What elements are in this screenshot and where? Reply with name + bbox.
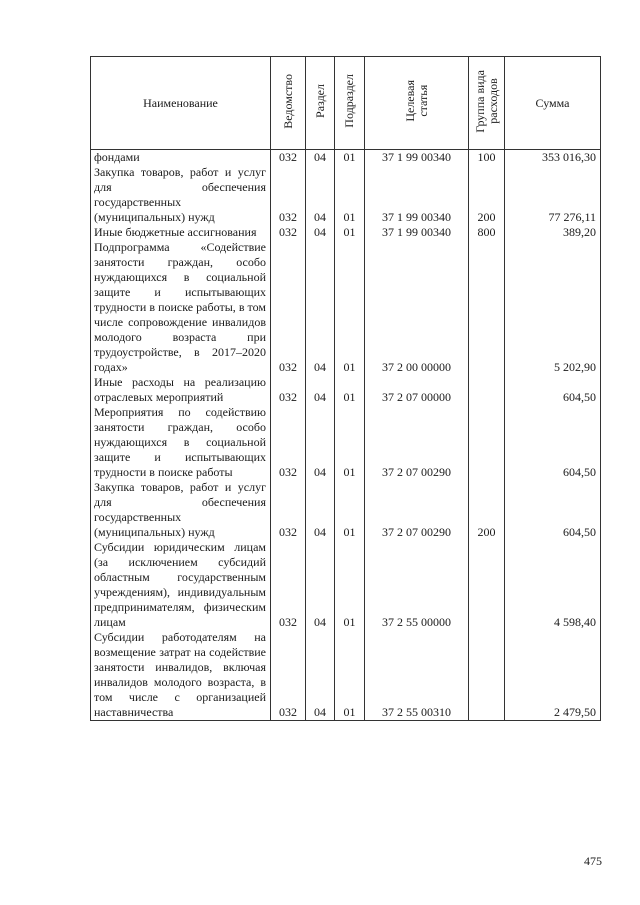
row-name: Субсидии юридическим лицам (за исключением субсидий областным государственным учреждениям), индивидуальным предпринимателям, физическим лицам: [91, 540, 271, 630]
row-target: 37 1 99 00340: [365, 165, 469, 225]
table-row: [91, 165, 601, 225]
row-target: 37 2 07 00290: [365, 405, 469, 480]
row-name: Иные бюджетные ассигнования: [91, 225, 271, 240]
row-section: 04: [306, 225, 335, 240]
table-row: [91, 630, 601, 721]
header-sum: Сумма: [505, 57, 601, 150]
row-subsection: 01: [335, 150, 365, 166]
row-dept: 032: [271, 405, 306, 480]
row-group: 800: [469, 225, 505, 240]
row-section: 04: [306, 630, 335, 721]
row-dept: 032: [271, 480, 306, 540]
table-row: [91, 240, 601, 375]
row-dept: 032: [271, 630, 306, 721]
row-name: Закупка товаров, работ и услуг для обеспечения государственных (муниципальных) нужд: [91, 165, 271, 225]
row-sum: 353 016,30: [505, 150, 601, 166]
row-section: 04: [306, 150, 335, 166]
row-name: Подпрограмма «Содействие занятости граждан, особо нуждающихся в социальной защите и испытывающих трудности в поиске работы, в том числе сопровождение инвалидов молодого возраста при трудоустройстве, в 2017–2020 годах»: [91, 240, 271, 375]
row-target: 37 2 07 00000: [365, 375, 469, 405]
row-group: 200: [469, 480, 505, 540]
row-target: 37 1 99 00340: [365, 150, 469, 166]
row-sum: 5 202,90: [505, 240, 601, 375]
row-group: [469, 630, 505, 721]
row-name: Мероприятия по содействию занятости граждан, особо нуждающихся в социальной защите и испытывающих трудности в поиске работы: [91, 405, 271, 480]
row-target: 37 2 55 00000: [365, 540, 469, 630]
row-name: фондами: [91, 150, 271, 166]
row-dept: 032: [271, 150, 306, 166]
row-section: 04: [306, 240, 335, 375]
table-row: [91, 480, 601, 540]
row-target: 37 2 55 00310: [365, 630, 469, 721]
header-target: Целевая статья: [365, 57, 469, 150]
table-row: [91, 225, 601, 240]
header-row: [91, 57, 601, 150]
table-row: [91, 150, 601, 166]
page-number: 475: [584, 854, 602, 868]
row-section: 04: [306, 375, 335, 405]
table-row: [91, 375, 601, 405]
row-group: [469, 405, 505, 480]
row-name: Иные расходы на реализацию отраслевых мероприятий: [91, 375, 271, 405]
row-group: 200: [469, 165, 505, 225]
budget-table: [90, 56, 601, 721]
row-sum: 604,50: [505, 405, 601, 480]
row-target: 37 1 99 00340: [365, 225, 469, 240]
row-group: [469, 375, 505, 405]
row-dept: 032: [271, 165, 306, 225]
row-subsection: 01: [335, 165, 365, 225]
header-group: Группа вида расходов: [469, 57, 505, 150]
header-dept: Ведомство: [271, 57, 306, 150]
row-dept: 032: [271, 375, 306, 405]
row-group: [469, 240, 505, 375]
header-subsection: Подраздел: [335, 57, 365, 150]
row-group: [469, 540, 505, 630]
row-subsection: 01: [335, 480, 365, 540]
row-subsection: 01: [335, 540, 365, 630]
row-sum: 604,50: [505, 480, 601, 540]
header-name: Наименование: [91, 57, 271, 150]
row-sum: 2 479,50: [505, 630, 601, 721]
table-row: [91, 405, 601, 480]
row-dept: 032: [271, 225, 306, 240]
row-section: 04: [306, 480, 335, 540]
row-section: 04: [306, 540, 335, 630]
row-dept: 032: [271, 240, 306, 375]
row-group: 100: [469, 150, 505, 166]
row-name: Закупка товаров, работ и услуг для обеспечения государственных (муниципальных) нужд: [91, 480, 271, 540]
row-sum: 77 276,11: [505, 165, 601, 225]
row-section: 04: [306, 165, 335, 225]
row-sum: 604,50: [505, 375, 601, 405]
row-subsection: 01: [335, 240, 365, 375]
row-name: Субсидии работодателям на возмещение затрат на содействие занятости инвалидов, включая инвалидов молодого возраста, в том числе с организацией наставничества: [91, 630, 271, 721]
row-subsection: 01: [335, 375, 365, 405]
row-subsection: 01: [335, 630, 365, 721]
row-target: 37 2 00 00000: [365, 240, 469, 375]
table-row: [91, 540, 601, 630]
header-section: Раздел: [306, 57, 335, 150]
row-sum: 4 598,40: [505, 540, 601, 630]
row-subsection: 01: [335, 225, 365, 240]
row-dept: 032: [271, 540, 306, 630]
row-section: 04: [306, 405, 335, 480]
row-subsection: 01: [335, 405, 365, 480]
row-sum: 389,20: [505, 225, 601, 240]
row-target: 37 2 07 00290: [365, 480, 469, 540]
